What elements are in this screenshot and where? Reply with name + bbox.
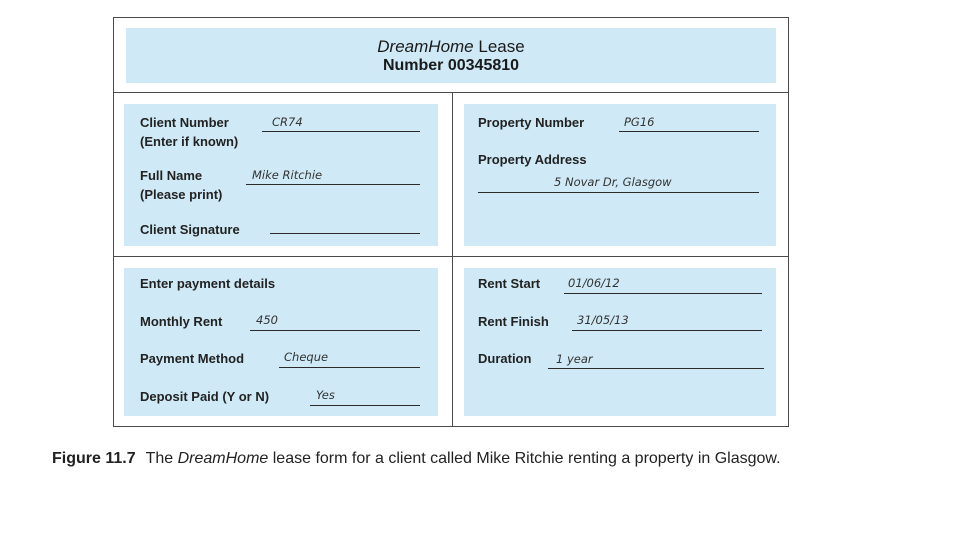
property-address-line [478, 192, 759, 193]
deposit-paid-field[interactable]: Yes [316, 388, 335, 402]
payment-panel [124, 268, 438, 416]
monthly-rent-label: Monthly Rent [140, 314, 223, 329]
payment-details-heading: Enter payment details [140, 276, 276, 291]
figure-label: Figure 11.7 [52, 450, 136, 467]
property-panel [464, 104, 776, 246]
client-panel [124, 104, 438, 246]
column-divider [452, 92, 453, 427]
full-name-field[interactable]: Mike Ritchie [252, 168, 323, 182]
client-number-hint: (Enter if known) [140, 134, 239, 149]
rent-panel [464, 268, 776, 416]
payment-method-line [279, 367, 420, 368]
duration-label: Duration [478, 351, 532, 366]
payment-method-label: Payment Method [140, 351, 245, 366]
property-number-field[interactable]: PG16 [624, 115, 655, 129]
property-address-label: Property Address [478, 152, 587, 167]
caption-text-before: The [145, 450, 178, 467]
full-name-label: Full Name [140, 168, 203, 183]
form-title-word: Lease [478, 37, 525, 56]
header-divider [114, 92, 788, 93]
payment-method-field[interactable]: Cheque [284, 350, 329, 364]
client-number-field[interactable]: CR74 [272, 115, 303, 129]
rent-start-label: Rent Start [478, 276, 541, 291]
caption-text-after: lease form for a client called Mike Ritchie renting a property in Glasgow. [268, 450, 781, 467]
client-signature-line [270, 233, 420, 234]
client-number-label: Client Number [140, 115, 229, 130]
monthly-rent-line [250, 330, 420, 331]
form-title-brand: DreamHome [377, 37, 474, 56]
duration-field[interactable]: 1 year [556, 352, 593, 366]
form-title [126, 37, 776, 57]
full-name-line [246, 184, 420, 185]
client-number-line [262, 131, 420, 132]
rent-finish-field[interactable]: 31/05/13 [577, 313, 629, 327]
property-number-label: Property Number [478, 115, 585, 130]
form-title-panel [126, 28, 776, 83]
property-address-field[interactable]: 5 Novar Dr, Glasgow [554, 175, 672, 189]
client-signature-label: Client Signature [140, 222, 240, 237]
rent-finish-line [572, 330, 762, 331]
property-number-line [619, 131, 759, 132]
full-name-hint: (Please print) [140, 187, 223, 202]
deposit-paid-line [310, 405, 420, 406]
monthly-rent-field[interactable]: 450 [256, 313, 278, 327]
lease-form [113, 17, 789, 427]
rent-finish-label: Rent Finish [478, 314, 549, 329]
lease-number: Number 00345810 [382, 57, 520, 74]
rent-start-field[interactable]: 01/06/12 [568, 276, 620, 290]
figure-caption [52, 448, 852, 469]
caption-brand: DreamHome [177, 450, 269, 467]
middle-divider [114, 256, 788, 257]
deposit-paid-label: Deposit Paid (Y or N) [140, 389, 270, 404]
rent-start-line [564, 293, 762, 294]
duration-line [548, 368, 764, 369]
